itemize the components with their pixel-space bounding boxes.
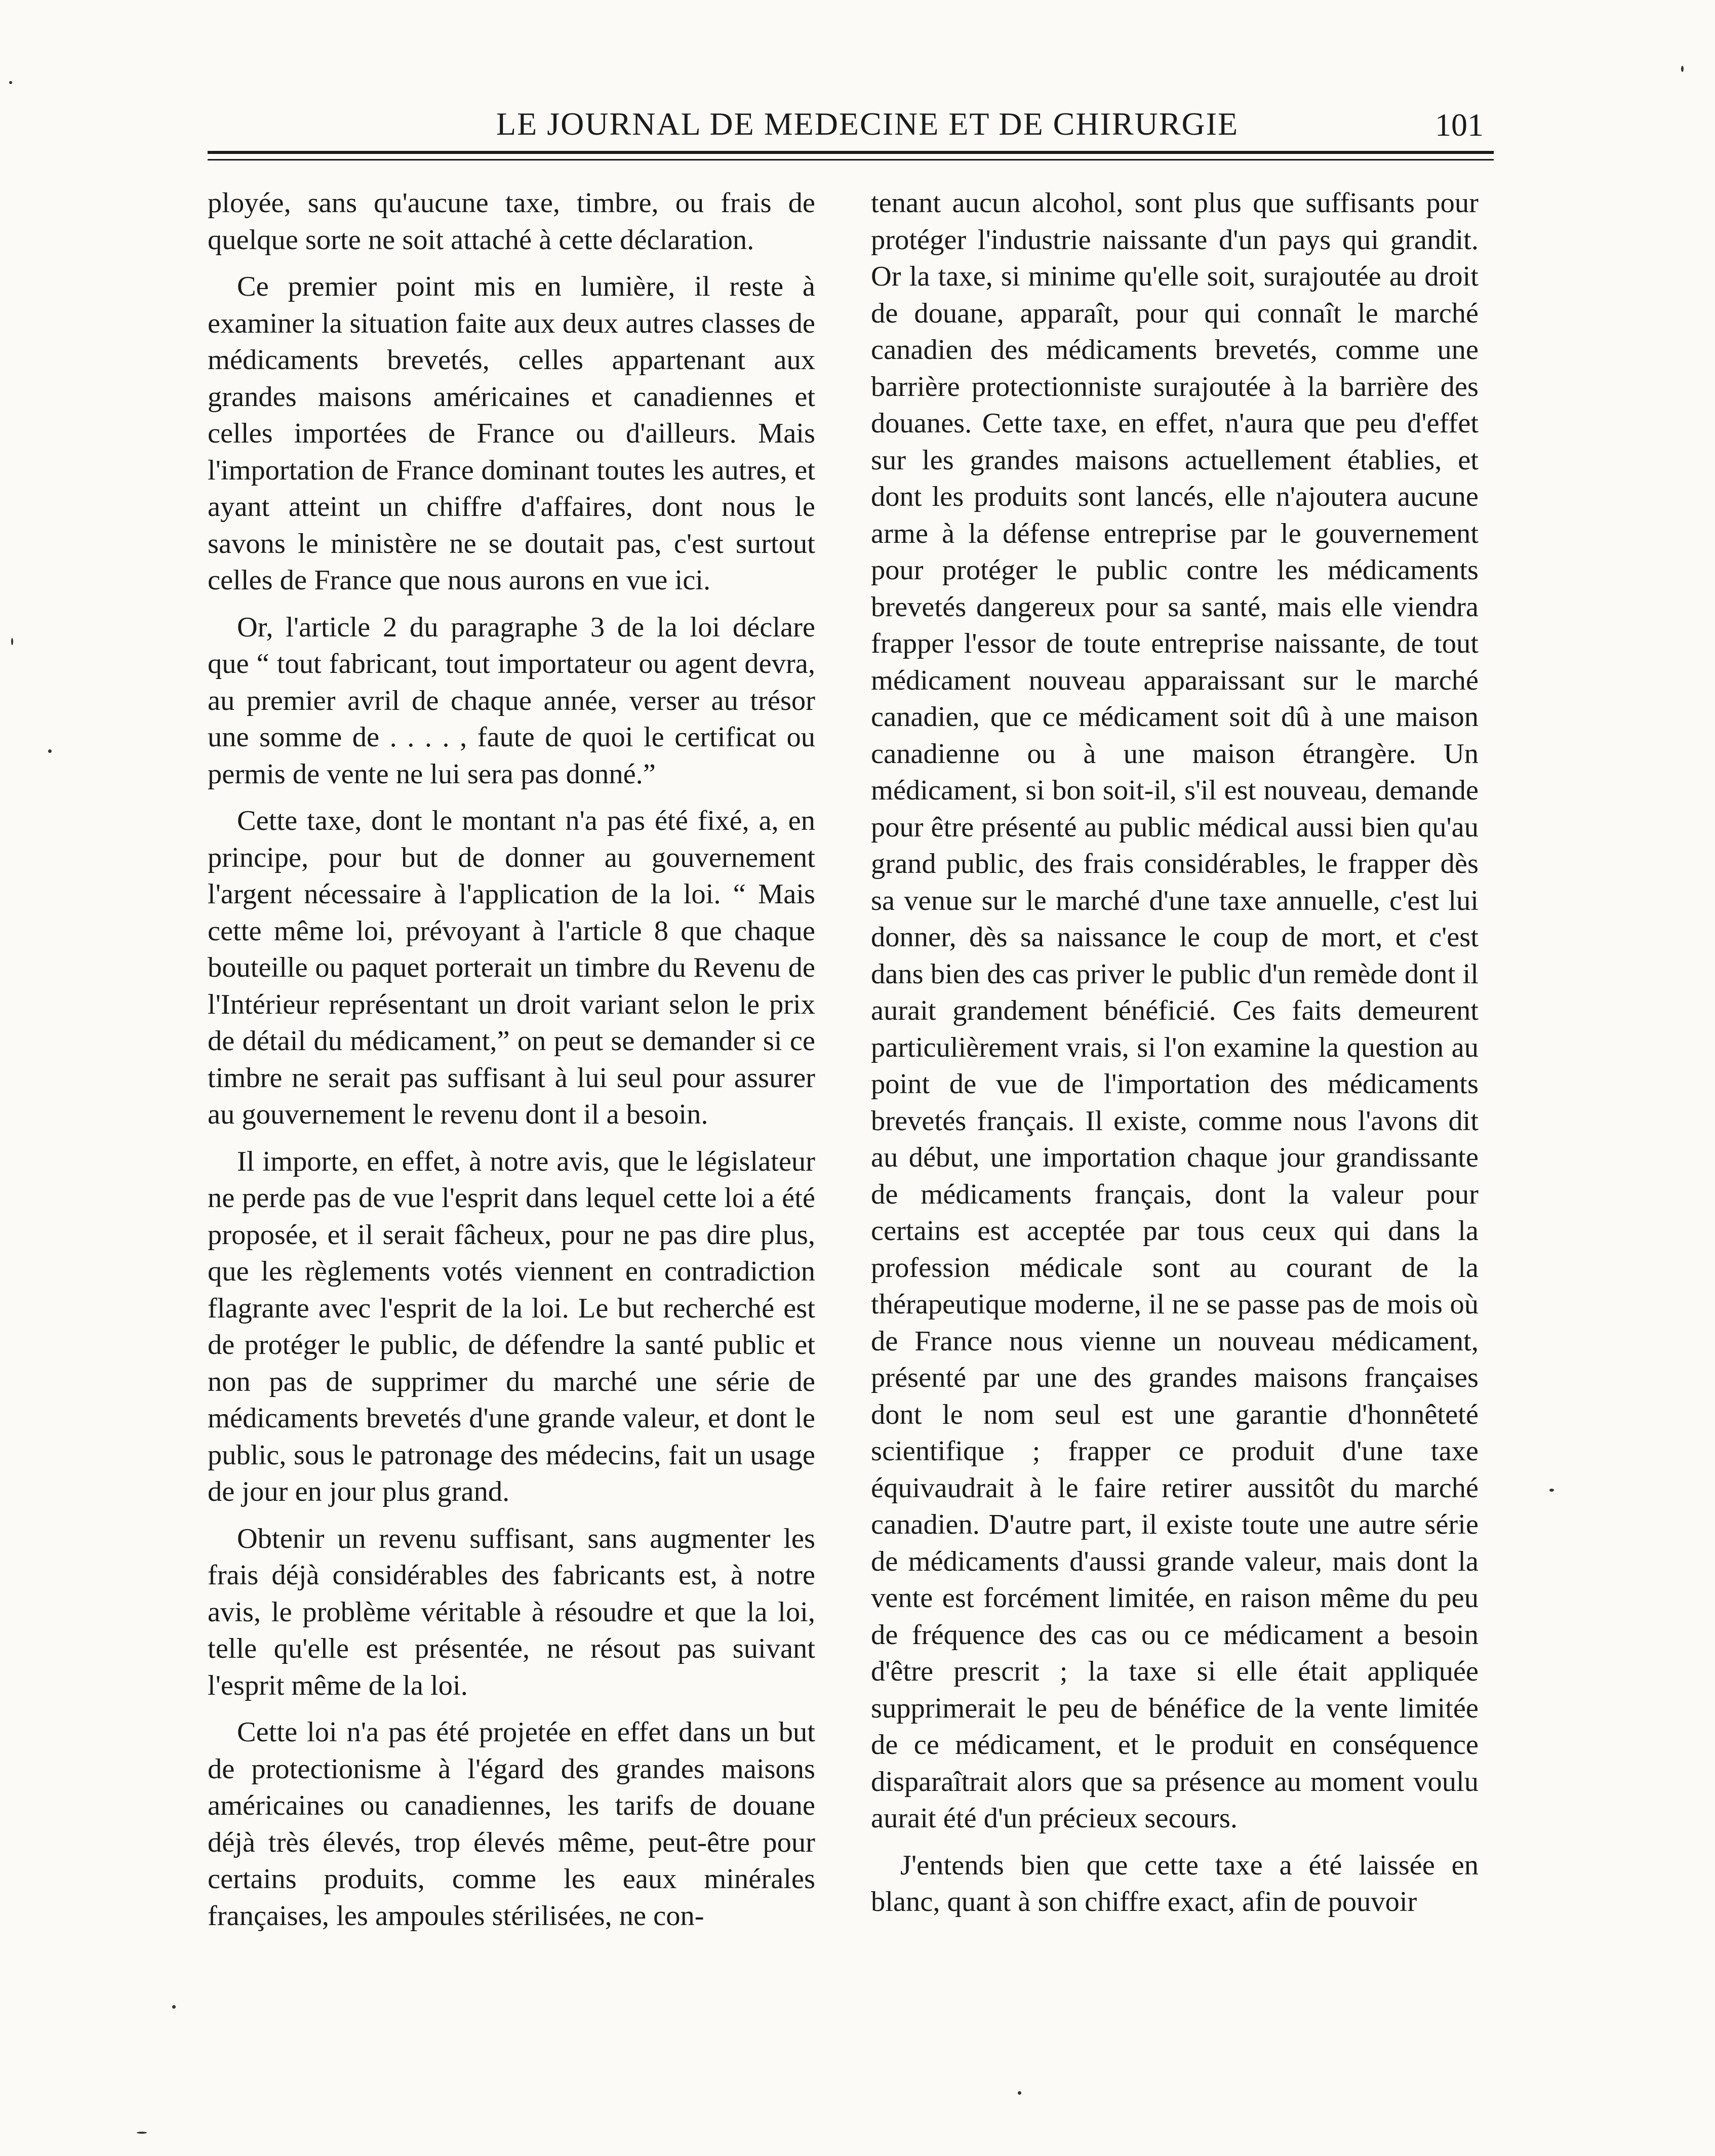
paragraph: Il importe, en effet, à notre avis, que le législateur ne perde pas de vue l'esprit dans lequel cette loi a été proposée, et il serait fâcheux, pour ne pas dire plus, que les règlements votés viennent en contradiction flagrante avec l'esprit de la loi. Le but recherché est de protéger le public, de défendre la santé public et non pas de supprimer du marché une série de médicaments brevetés d'une grande valeur, et dont le public, sous le patronage des médecins, fait un usage de jour en jour plus grand. bbox=[208, 1145, 815, 1507]
header-rule-thick bbox=[208, 151, 1494, 154]
paragraph: Or, l'article 2 du paragraphe 3 de la loi déclare que “ tout fabricant, tout importateur ou agent devra, au premier avril de chaque année, verser au trésor une somme de . . . . , faute de quoi le certificat ou permis de vente ne lui sera pas donné.” bbox=[208, 611, 815, 790]
left-column bbox=[208, 185, 815, 1934]
paragraph: J'entends bien que cette taxe a été laissée en blanc, quant à son chiffre exact, afin de pouvoir bbox=[871, 1849, 1479, 1918]
scan-speck bbox=[11, 638, 13, 645]
running-title: LE JOURNAL DE MEDECINE ET DE CHIRURGIE bbox=[496, 106, 1239, 142]
scan-speck bbox=[1681, 66, 1684, 72]
scan-speck bbox=[137, 2132, 147, 2134]
page-number: 101 bbox=[1435, 107, 1484, 143]
page-header bbox=[208, 96, 1494, 152]
header-rule-thin bbox=[208, 159, 1494, 161]
scan-speck bbox=[1549, 1489, 1554, 1492]
paragraph: ployée, sans qu'aucune taxe, timbre, ou frais de quelque sorte ne soit attaché à cette déclaration. bbox=[208, 187, 815, 256]
paragraph: tenant aucun alcohol, sont plus que suffisants pour protéger l'industrie naissante d'un pays qui grandit. Or la taxe, si minime qu'elle soit, surajoutée au droit de douane, apparaît, pour qui connaît le marché canadien des médicaments brevetés, comme une barrière protectionniste surajoutée à la barrière des douanes. Cette taxe, en effet, n'aura que peu d'effet sur les grandes maisons actuellement établies, et dont les produits sont lancés, elle n'ajoutera aucune arme à la défense entreprise par le gouvernement pour protéger le public contre les médicaments brevetés dangereux pour sa santé, mais elle viendra frapper l'essor de toute entreprise naissante, de tout médicament nouveau apparaissant sur le marché canadien, que ce médicament soit dû à une maison canadienne ou à une maison étrangère. Un médicament, si bon soit-il, s'il est nouveau, demande pour être présenté au public médical aussi bien qu'au grand public, des frais considérables, le frapper dès sa venue sur le marché d'une taxe annuelle, c'est lui donner, dès sa naissance le coup de mort, et c'est dans bien des cas priver le public d'un remède dont il aurait grandement bénéficié. Ces faits demeurent particulièrement vrais, si l'on examine la question au point de vue de l'importation des médicaments brevetés français. Il existe, comme nous l'avons dit au début, une importation chaque jour grandissante de médicaments français, dont la valeur pour certains est acceptée par tous ceux qui dans la profession médicale sont au courant de la thérapeutique moderne, il ne se passe pas de mois où de France nous vienne un nouveau médicament, présenté par une des grandes maisons françaises dont le nom seul est une garantie d'honnêteté scientifique ; frapper ce produit d'une taxe équivaudrait à le faire retirer aussitôt du marché canadien. D'autre part, il existe toute une autre série de médicaments d'aussi grande valeur, mais dont la vente est forcément limitée, en raison même du peu de fréquence des cas ou ce médicament a besoin d'être prescrit ; la taxe si elle était appliquée supprimerait le peu de bénéfice de la vente limitée de ce médicament, et le produit en conséquence disparaîtrait alors que sa présence au moment voulu aurait été d'un précieux secours. bbox=[871, 187, 1479, 1834]
scan-speck bbox=[9, 81, 12, 84]
paragraph: Cette taxe, dont le montant n'a pas été fixé, a, en principe, pour but de donner au gouvernement l'argent nécessaire à l'application de la loi. “ Mais cette même loi, prévoyant à l'article 8 que chaque bouteille ou paquet porterait un timbre du Revenu de l'Intérieur représentant un droit variant selon le prix de détail du médicament,” on peut se demander si ce timbre ne serait pas suffisant à lui seul pour assurer au gouvernement le revenu dont il a besoin. bbox=[208, 805, 815, 1130]
right-column bbox=[871, 185, 1479, 1921]
paragraph: Cette loi n'a pas été projetée en effet dans un but de protectionisme à l'égard des grandes maisons américaines ou canadiennes, les tarifs de douane déjà très élevés, trop élevés même, peut-être pour certains produits, comme les eaux minérales françaises, les ampoules stérilisées, ne con- bbox=[208, 1716, 815, 1932]
scan-speck bbox=[1018, 2091, 1021, 2095]
paragraph: Obtenir un revenu suffisant, sans augmenter les frais déjà considérables des fabricants est, à notre avis, le problème véritable à résoudre et que la loi, telle qu'elle est présentée, ne résout pas suivant l'esprit même de la loi. bbox=[208, 1523, 815, 1701]
scan-speck bbox=[48, 749, 52, 753]
scan-speck bbox=[172, 2005, 176, 2009]
paragraph: Ce premier point mis en lumière, il reste à examiner la situation faite aux deux autres classes de médicaments brevetés, celles appartenant aux grandes maisons américaines et canadiennes et celles importées de France ou d'ailleurs. Mais l'importation de France dominant toutes les autres, et ayant atteint un chiffre d'affaires, dont nous le savons le ministère ne se doutait pas, c'est surtout celles de France que nous aurons en vue ici. bbox=[208, 271, 815, 596]
